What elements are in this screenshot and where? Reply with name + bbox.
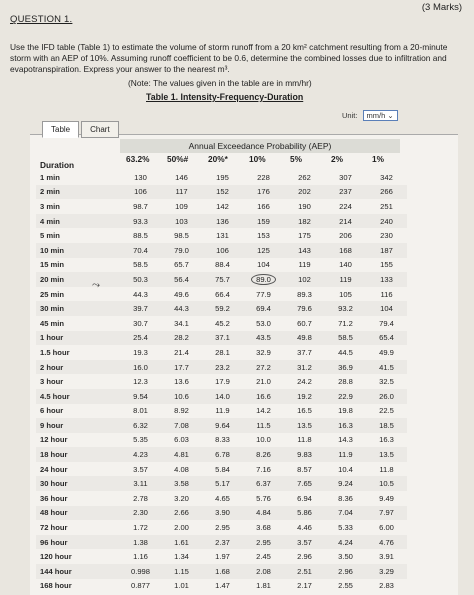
intensity-cell: 28.8: [338, 377, 353, 387]
duration-cell: 12 hour: [40, 435, 68, 445]
intensity-cell: 251: [380, 201, 393, 211]
aep-column-header: 10%: [249, 154, 266, 164]
duration-cell: 4 min: [36, 214, 120, 229]
table-row: [36, 404, 407, 419]
intensity-cell: 237: [325, 185, 366, 200]
intensity-cell: 5.84: [215, 464, 230, 474]
view-tabs: [42, 121, 121, 138]
intensity-cell: 152: [202, 185, 243, 200]
intensity-cell: 79.0: [161, 243, 202, 258]
marks-label: (3 Marks): [421, 2, 462, 13]
aep-column-header: 5%: [290, 154, 302, 164]
intensity-cell: 9.83: [284, 447, 325, 462]
intensity-cell: 44.5: [338, 347, 353, 357]
intensity-cell: 3.58: [161, 476, 202, 491]
duration-cell: 2 hour: [36, 360, 120, 375]
intensity-cell: 155: [380, 260, 393, 270]
intensity-cell: 190: [298, 201, 311, 211]
intensity-cell: 8.01: [133, 406, 148, 416]
duration-cell: 10 min: [36, 243, 120, 258]
intensity-cell: 4.23: [120, 447, 161, 462]
duration-header: Duration: [40, 160, 75, 170]
table-row: [36, 506, 407, 521]
intensity-cell: 6.37: [243, 476, 284, 491]
intensity-cell: 3.50: [338, 552, 353, 562]
chevron-down-icon: ⌄: [387, 111, 394, 120]
intensity-cell: 214: [325, 214, 366, 229]
intensity-cell: 11.8: [297, 435, 312, 445]
intensity-cell: 19.8: [338, 406, 353, 416]
table-row: [36, 243, 407, 258]
intensity-cell: 66.4: [215, 289, 230, 299]
intensity-cell: 266: [366, 185, 407, 200]
intensity-cell: 49.9: [379, 347, 394, 357]
intensity-cell: 32.5: [379, 377, 394, 387]
intensity-cell: 4.76: [366, 535, 407, 550]
intensity-cell: 50.3: [120, 272, 161, 287]
question-text: Use the IFD table (Table 1) to estimate the volume of storm runoff from a 20 km² catchment resulting from a 20-minute storm with an AEP of 10%. Assuming runoff coefficient to be 0.6, determine the combined losses due to infiltration and evapotranspiration. Express your answer to the nearest m³.: [10, 42, 448, 74]
intensity-cell: 2.96: [297, 552, 312, 562]
intensity-cell: 7.08: [161, 418, 202, 433]
intensity-cell: 65.4: [366, 331, 407, 346]
question-title: QUESTION 1.: [10, 14, 73, 25]
intensity-cell: 182: [284, 214, 325, 229]
intensity-cell: [243, 272, 284, 287]
intensity-cell: 43.5: [243, 331, 284, 346]
intensity-cell: 14.2: [256, 406, 271, 416]
intensity-cell: 116: [380, 289, 393, 299]
intensity-cell: 58.5: [133, 260, 148, 270]
intensity-cell: 11.9: [325, 447, 366, 462]
tab-table[interactable]: Table: [42, 121, 79, 138]
annotation-arrow-icon: ⤳: [92, 280, 100, 291]
intensity-cell: 3.57: [284, 535, 325, 550]
intensity-cell: 25.4: [120, 331, 161, 346]
intensity-cell: 53.0: [256, 318, 271, 328]
intensity-cell: 5.76: [256, 493, 271, 503]
duration-cell: 2 min: [36, 185, 120, 200]
intensity-cell: 106: [120, 185, 161, 200]
intensity-cell: 49.6: [174, 289, 189, 299]
table-row: [36, 374, 407, 389]
intensity-cell: 59.2: [202, 301, 243, 316]
intensity-cell: 2.66: [161, 506, 202, 521]
intensity-cell: 3.11: [120, 476, 161, 491]
intensity-cell: 21.0: [256, 377, 271, 387]
intensity-cell: 4.65: [215, 493, 230, 503]
intensity-cell: 230: [380, 231, 393, 241]
intensity-cell: 11.5: [243, 418, 284, 433]
table-title: Table 1. Intensity-Frequency-Duration: [146, 92, 304, 102]
duration-cell: 4.5 hour: [36, 389, 120, 404]
intensity-cell: 98.5: [174, 231, 189, 241]
intensity-cell: 105: [339, 289, 352, 299]
intensity-cell: 13.6: [174, 377, 189, 387]
circled-value: 89.0: [251, 274, 276, 285]
intensity-cell: 140: [339, 260, 352, 270]
intensity-cell: 130: [134, 172, 147, 182]
duration-cell: 168 hour: [40, 581, 72, 591]
intensity-cell: 2.08: [243, 564, 284, 579]
aep-column-header: 50%#: [167, 154, 189, 164]
intensity-cell: 7.16: [256, 464, 271, 474]
intensity-cell: 8.26: [243, 447, 284, 462]
duration-cell: 9 hour: [36, 418, 120, 433]
intensity-cell: 1.01: [174, 581, 189, 591]
intensity-cell: 16.6: [243, 389, 284, 404]
intensity-cell: 75.7: [202, 272, 243, 287]
intensity-cell: 88.5: [133, 231, 148, 241]
intensity-cell: 146: [175, 172, 188, 182]
intensity-cell: 8.92: [174, 406, 189, 416]
intensity-cell: 56.4: [161, 272, 202, 287]
intensity-cell: 166: [257, 201, 270, 211]
ifd-table: [36, 170, 407, 593]
intensity-cell: 16.3: [325, 418, 366, 433]
intensity-cell: 4.84: [243, 506, 284, 521]
duration-cell: 36 hour: [40, 493, 68, 503]
intensity-cell: 93.2: [325, 301, 366, 316]
intensity-cell: 262: [298, 172, 311, 182]
intensity-cell: 22.5: [379, 406, 394, 416]
intensity-cell: 44.3: [161, 301, 202, 316]
duration-cell: 30 hour: [36, 476, 120, 491]
duration-cell: 15 min: [40, 260, 65, 270]
intensity-cell: 9.49: [379, 493, 394, 503]
intensity-cell: 168: [325, 243, 366, 258]
intensity-cell: 240: [366, 214, 407, 229]
intensity-cell: 206: [339, 231, 352, 241]
intensity-cell: 195: [216, 172, 229, 182]
intensity-cell: 58.5: [325, 331, 366, 346]
intensity-cell: 3.91: [379, 552, 394, 562]
intensity-cell: 22.9: [325, 389, 366, 404]
duration-cell: 45 min: [40, 318, 65, 328]
intensity-cell: 65.7: [174, 260, 189, 270]
table-row: [36, 360, 407, 375]
intensity-cell: 11.8: [379, 464, 394, 474]
intensity-cell: 143: [284, 243, 325, 258]
intensity-cell: 4.24: [325, 535, 366, 550]
intensity-cell: 13.5: [284, 418, 325, 433]
intensity-cell: 23.2: [202, 360, 243, 375]
intensity-cell: 60.7: [297, 318, 312, 328]
intensity-cell: 2.95: [215, 523, 230, 533]
table-row: [36, 301, 407, 316]
intensity-cell: 104: [257, 260, 270, 270]
intensity-cell: 30.7: [133, 318, 148, 328]
intensity-cell: 70.4: [120, 243, 161, 258]
intensity-cell: 5.33: [338, 523, 353, 533]
intensity-cell: 104: [366, 301, 407, 316]
intensity-cell: 4.08: [174, 464, 189, 474]
intensity-cell: 7.65: [284, 476, 325, 491]
intensity-cell: 6.32: [120, 418, 161, 433]
table-row: [36, 258, 407, 273]
intensity-cell: 307: [339, 172, 352, 182]
duration-cell: 144 hour: [36, 564, 120, 579]
intensity-cell: 125: [243, 243, 284, 258]
intensity-cell: 5.35: [133, 435, 148, 445]
intensity-cell: 2.00: [174, 523, 189, 533]
intensity-cell: 0.877: [130, 581, 150, 591]
intensity-cell: 133: [366, 272, 407, 287]
intensity-cell: 1.34: [174, 552, 189, 562]
intensity-cell: 31.2: [284, 360, 325, 375]
table-row: [36, 345, 407, 360]
intensity-cell: 8.36: [338, 493, 353, 503]
intensity-cell: 26.0: [366, 389, 407, 404]
intensity-cell: 2.51: [284, 564, 325, 579]
intensity-cell: 109: [175, 201, 188, 211]
table-row: [36, 447, 407, 462]
intensity-cell: 4.81: [161, 447, 202, 462]
intensity-cell: 7.97: [366, 506, 407, 521]
aep-column-header: 1%: [372, 154, 384, 164]
intensity-cell: 6.03: [174, 435, 189, 445]
unit-control: [342, 110, 398, 121]
aep-header: Annual Exceedance Probability (AEP): [120, 139, 400, 153]
intensity-cell: 131: [216, 231, 229, 241]
table-row: [36, 433, 407, 448]
table-row: [36, 199, 407, 214]
table-row: [36, 520, 407, 535]
intensity-cell: 88.4: [215, 260, 230, 270]
intensity-cell: 14.3: [338, 435, 353, 445]
intensity-cell: 2.96: [325, 564, 366, 579]
duration-cell: 1.5 hour: [40, 347, 70, 357]
intensity-cell: 2.95: [243, 535, 284, 550]
intensity-cell: 17.9: [215, 377, 230, 387]
duration-cell: 72 hour: [40, 523, 68, 533]
table-row: [36, 228, 407, 243]
intensity-cell: 136: [202, 214, 243, 229]
duration-cell: 96 hour: [36, 535, 120, 550]
intensity-cell: 1.61: [161, 535, 202, 550]
intensity-cell: 3.29: [366, 564, 407, 579]
intensity-cell: 9.54: [120, 389, 161, 404]
intensity-cell: 175: [298, 231, 311, 241]
intensity-cell: 142: [216, 201, 229, 211]
intensity-cell: 28.1: [215, 347, 230, 357]
intensity-cell: 21.4: [174, 347, 189, 357]
intensity-cell: 1.15: [161, 564, 202, 579]
intensity-cell: 153: [257, 231, 270, 241]
intensity-cell: 10.0: [256, 435, 271, 445]
table-row: [36, 535, 407, 550]
intensity-cell: 79.4: [379, 318, 394, 328]
duration-cell: 3 min: [40, 201, 60, 211]
intensity-cell: 44.3: [133, 289, 148, 299]
table-row: [36, 579, 407, 594]
intensity-cell: 3.57: [133, 464, 148, 474]
intensity-cell: 102: [284, 272, 325, 287]
intensity-cell: 27.2: [243, 360, 284, 375]
intensity-cell: 176: [243, 185, 284, 200]
intensity-cell: 98.7: [133, 201, 148, 211]
intensity-cell: 1.68: [202, 564, 243, 579]
intensity-cell: 14.0: [202, 389, 243, 404]
intensity-cell: 3.90: [202, 506, 243, 521]
intensity-cell: 106: [202, 243, 243, 258]
intensity-cell: 5.17: [202, 476, 243, 491]
intensity-cell: 2.17: [297, 581, 312, 591]
intensity-cell: 5.86: [284, 506, 325, 521]
intensity-cell: 10.4: [338, 464, 353, 474]
intensity-cell: 1.97: [215, 552, 230, 562]
intensity-cell: 119: [325, 272, 366, 287]
intensity-cell: 3.20: [174, 493, 189, 503]
intensity-cell: 93.3: [120, 214, 161, 229]
intensity-cell: 187: [366, 243, 407, 258]
intensity-cell: 34.1: [174, 318, 189, 328]
intensity-cell: 37.1: [202, 331, 243, 346]
duration-cell: 48 hour: [36, 506, 120, 521]
intensity-cell: 2.45: [256, 552, 271, 562]
duration-cell: 1 hour: [36, 331, 120, 346]
intensity-cell: 37.7: [297, 347, 312, 357]
table-row: [36, 564, 407, 579]
intensity-cell: 8.33: [215, 435, 230, 445]
unit-label: Unit:: [342, 111, 358, 120]
intensity-cell: 9.64: [202, 418, 243, 433]
table-row: [36, 476, 407, 491]
intensity-cell: 32.9: [256, 347, 271, 357]
intensity-cell: 3.68: [256, 523, 271, 533]
intensity-cell: 12.3: [133, 377, 148, 387]
duration-cell: 5 min: [40, 231, 60, 241]
intensity-cell: 16.3: [379, 435, 394, 445]
table-row: [36, 389, 407, 404]
intensity-cell: 28.2: [161, 331, 202, 346]
intensity-cell: 117: [161, 185, 202, 200]
duration-cell: 1 min: [40, 172, 60, 182]
duration-cell: 120 hour: [40, 552, 72, 562]
intensity-cell: 1.47: [215, 581, 230, 591]
aep-column-header: 20%*: [208, 154, 228, 164]
intensity-cell: 4.46: [297, 523, 312, 533]
intensity-cell: 6.78: [202, 447, 243, 462]
intensity-cell: 342: [380, 172, 393, 182]
intensity-cell: 2.55: [338, 581, 353, 591]
intensity-cell: 41.5: [366, 360, 407, 375]
intensity-cell: 13.5: [366, 447, 407, 462]
intensity-cell: 17.7: [161, 360, 202, 375]
intensity-cell: 24.2: [297, 377, 312, 387]
intensity-cell: 69.4: [243, 301, 284, 316]
intensity-cell: 119: [298, 260, 311, 270]
duration-cell: 6 hour: [40, 406, 64, 416]
intensity-cell: 6.94: [297, 493, 312, 503]
intensity-cell: 1.16: [133, 552, 148, 562]
table-row: [36, 316, 407, 331]
intensity-cell: 224: [339, 201, 352, 211]
intensity-cell: 1.38: [120, 535, 161, 550]
intensity-cell: 11.9: [215, 406, 230, 416]
aep-column-header: 2%: [331, 154, 343, 164]
duration-cell: 25 min: [40, 289, 65, 299]
intensity-cell: 89.3: [297, 289, 312, 299]
intensity-cell: 2.83: [379, 581, 394, 591]
intensity-cell: 6.00: [379, 523, 394, 533]
intensity-cell: 103: [161, 214, 202, 229]
intensity-cell: 159: [243, 214, 284, 229]
table-row: [36, 418, 407, 433]
duration-cell: 3 hour: [40, 377, 64, 387]
intensity-cell: 45.2: [215, 318, 230, 328]
tab-chart[interactable]: Chart: [81, 121, 119, 138]
intensity-cell: 77.9: [256, 289, 271, 299]
intensity-cell: 0.998: [120, 564, 161, 579]
intensity-cell: 2.78: [133, 493, 148, 503]
intensity-cell: 71.2: [338, 318, 353, 328]
intensity-cell: 19.2: [284, 389, 325, 404]
intensity-cell: 1.81: [256, 581, 271, 591]
intensity-cell: 39.7: [120, 301, 161, 316]
intensity-cell: 2.30: [120, 506, 161, 521]
intensity-cell: 7.04: [325, 506, 366, 521]
intensity-cell: 10.5: [366, 476, 407, 491]
table-row: [36, 462, 407, 477]
duration-cell: 24 hour: [40, 464, 68, 474]
note-text: (Note: The values given in the table are in mm/hr): [128, 78, 312, 88]
intensity-cell: 1.72: [133, 523, 148, 533]
table-row: [36, 549, 407, 564]
intensity-cell: 10.6: [161, 389, 202, 404]
table-row: [36, 214, 407, 229]
intensity-cell: 8.57: [297, 464, 312, 474]
intensity-cell: 19.3: [133, 347, 148, 357]
table-row: [36, 331, 407, 346]
duration-cell: 18 hour: [36, 447, 120, 462]
table-row: [36, 170, 407, 185]
intensity-cell: 16.5: [297, 406, 312, 416]
intensity-cell: 202: [284, 185, 325, 200]
table-row: [36, 185, 407, 200]
unit-select[interactable]: mm/h ⌄: [363, 110, 398, 121]
intensity-cell: 16.0: [120, 360, 161, 375]
intensity-cell: 79.6: [284, 301, 325, 316]
intensity-cell: 49.8: [284, 331, 325, 346]
intensity-cell: 228: [257, 172, 270, 182]
aep-column-header: 63.2%: [126, 154, 150, 164]
intensity-cell: 9.24: [325, 476, 366, 491]
intensity-cell: 36.9: [325, 360, 366, 375]
intensity-cell: 2.37: [202, 535, 243, 550]
intensity-cell: 18.5: [366, 418, 407, 433]
duration-cell: 20 min: [36, 272, 120, 287]
duration-cell: 30 min: [36, 301, 120, 316]
table-row: [36, 491, 407, 506]
